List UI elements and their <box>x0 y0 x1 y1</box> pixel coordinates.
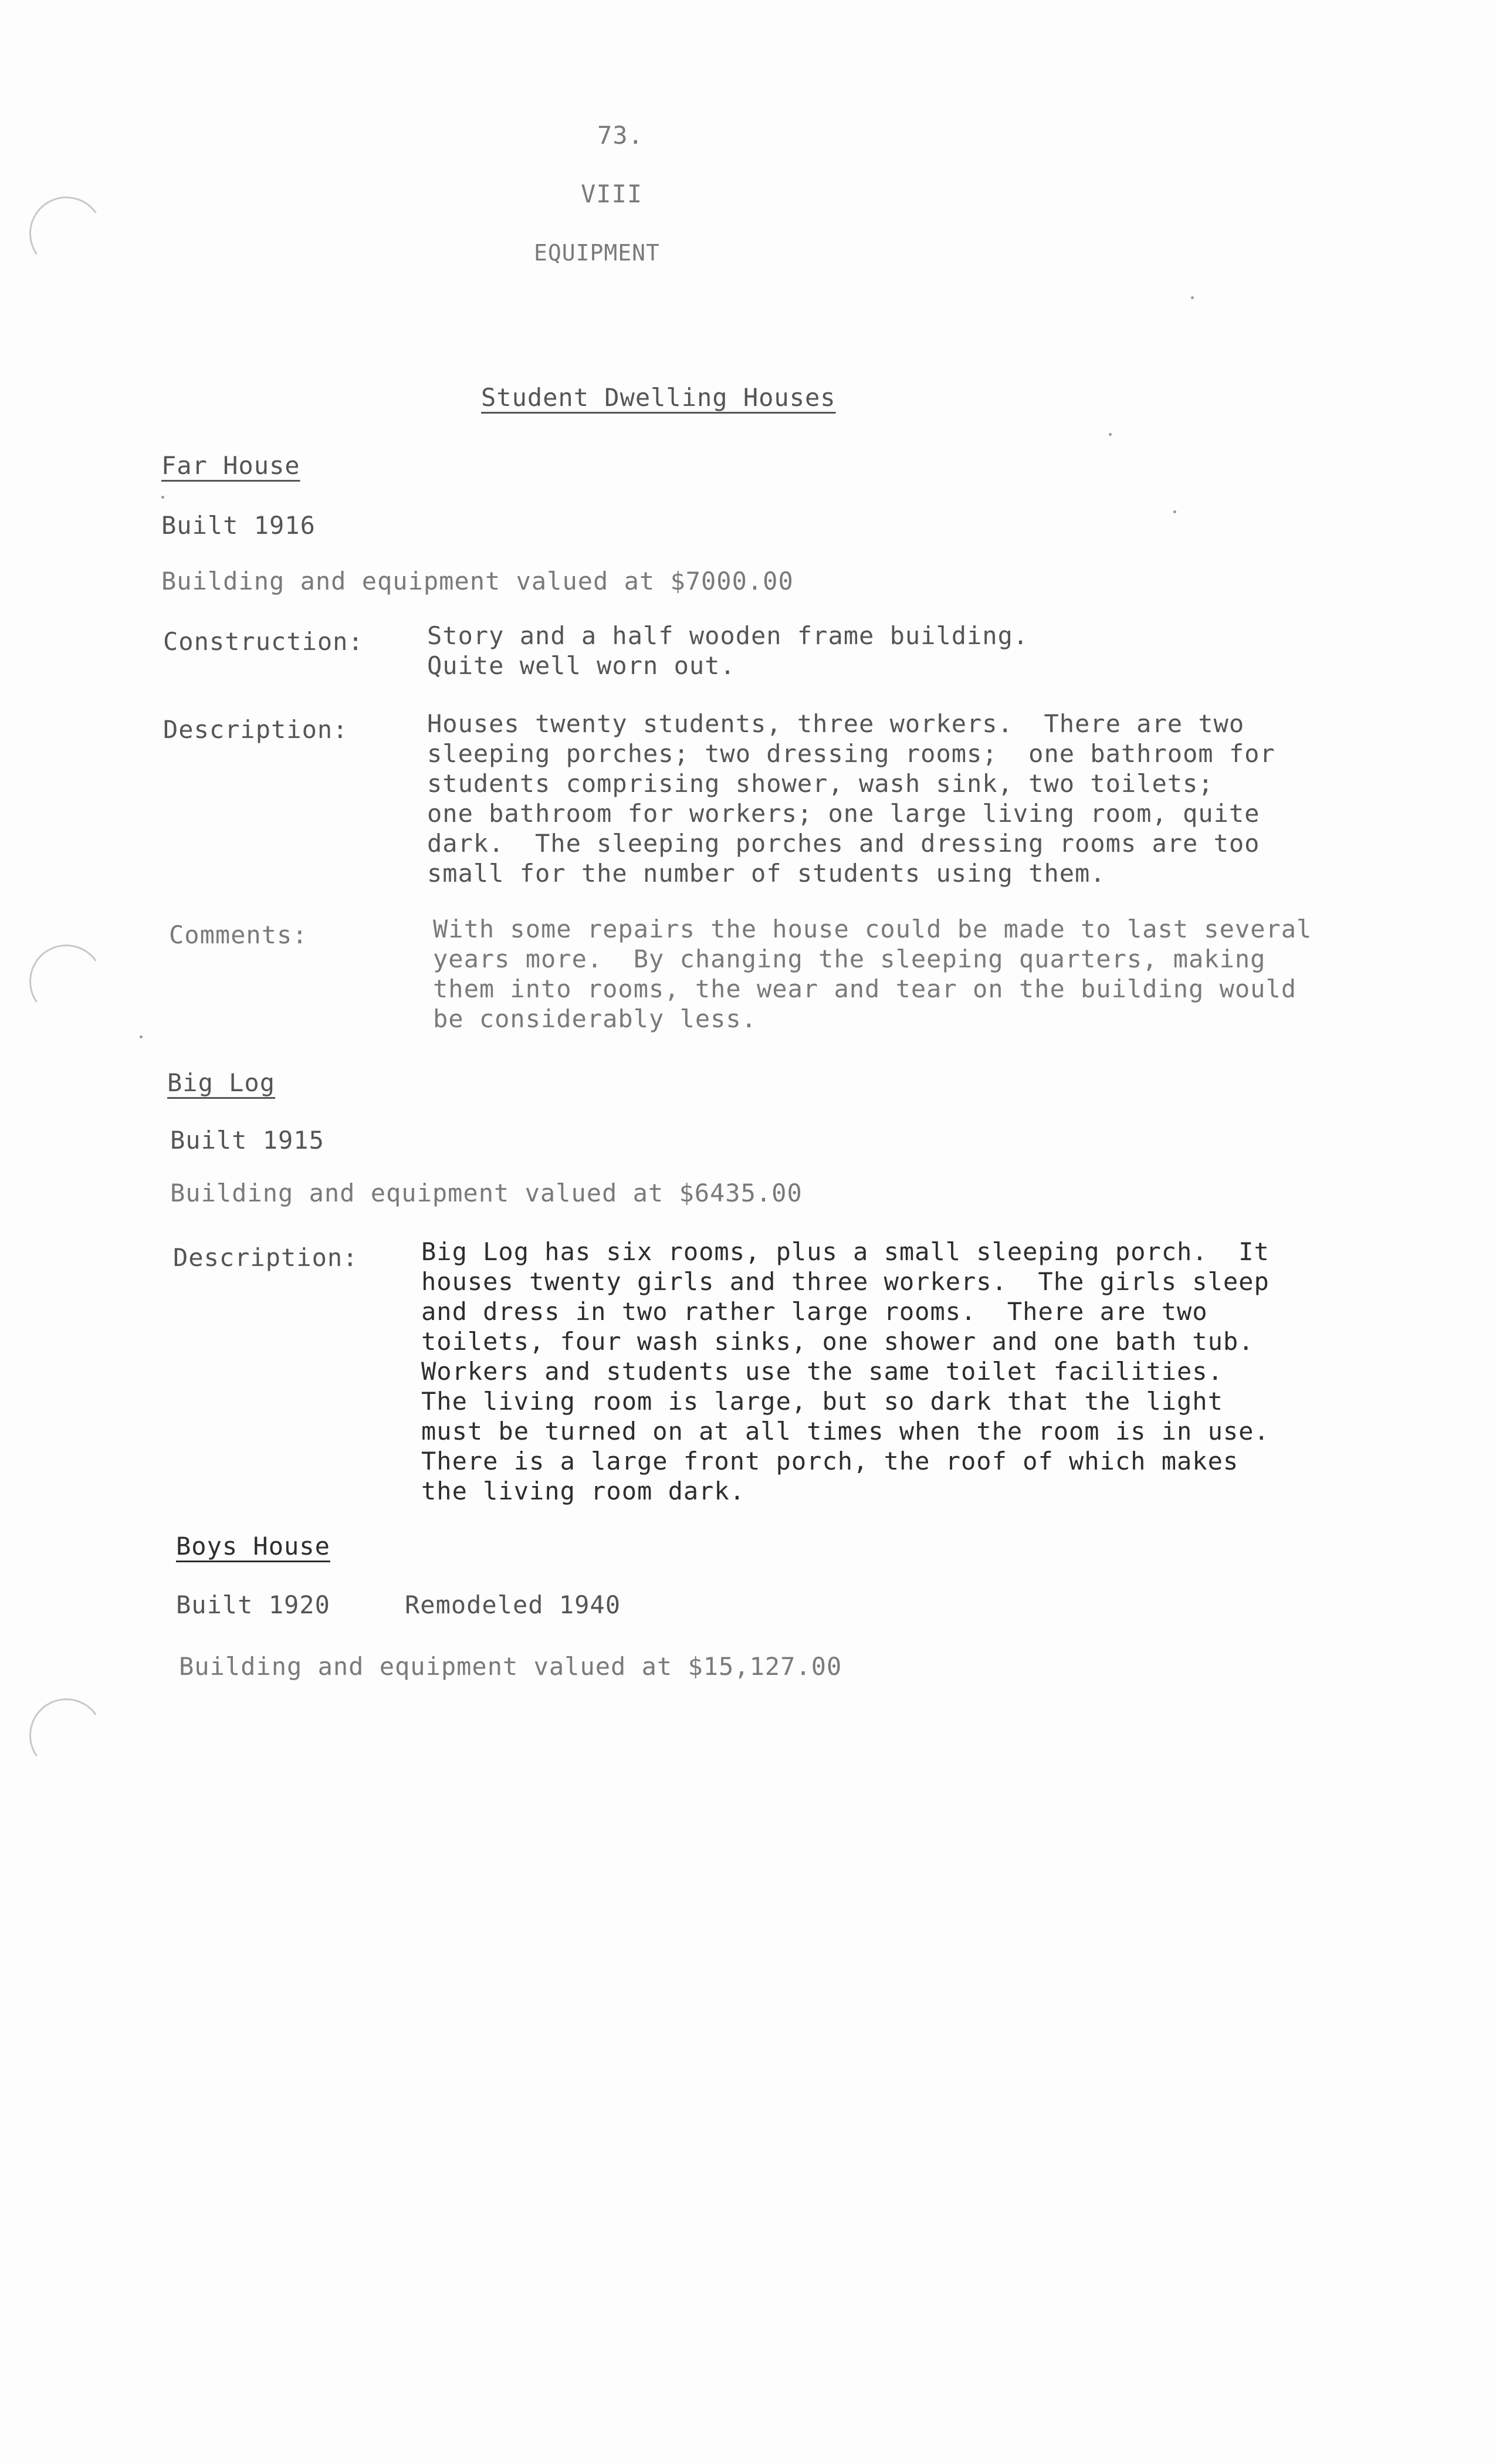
section-numeral: VIII <box>581 180 643 208</box>
paper-speck <box>1173 510 1176 513</box>
boys-house-remodeled: Remodeled 1940 <box>405 1590 621 1619</box>
description-line: sleeping porches; two dressing rooms; one bathroom for <box>427 739 1275 768</box>
description-line: students comprising shower, wash sink, two toilets; <box>427 769 1214 798</box>
description-line: one bathroom for workers; one large living room, quite <box>427 799 1260 828</box>
big-log-valuation: Building and equipment valued at $6435.00 <box>170 1179 803 1207</box>
big-log-built: Built 1915 <box>170 1126 324 1155</box>
page-heading: Student Dwelling Houses <box>481 383 836 412</box>
comments-line: them into rooms, the wear and tear on the building would <box>433 974 1297 1003</box>
description-line: the living room dark. <box>421 1477 746 1505</box>
far-house-construction-label: Construction: <box>163 627 364 656</box>
far-house-valuation: Building and equipment valued at $7000.00 <box>161 567 794 595</box>
paper-speck <box>1191 296 1194 299</box>
description-line: toilets, four wash sinks, one shower and one bath tub. <box>421 1327 1254 1356</box>
big-log-description-label: Description: <box>173 1243 358 1272</box>
construction-line: Story and a half wooden frame building. <box>427 621 1029 650</box>
paper-speck <box>161 496 164 499</box>
boys-house-built: Built 1920 <box>176 1590 330 1619</box>
page-number: 73. <box>597 121 644 150</box>
boys-house-valuation: Building and equipment valued at $15,127.00 <box>179 1652 842 1681</box>
far-house-title: Far House <box>161 451 300 480</box>
comments-line: be considerably less. <box>433 1004 757 1033</box>
binder-hole-mark <box>23 1693 109 1778</box>
binder-hole-mark <box>23 191 109 276</box>
description-line: Big Log has six rooms, plus a small sleeping porch. It <box>421 1237 1270 1266</box>
far-house-construction-text <box>427 621 1028 681</box>
description-line: Houses twenty students, three workers. There are two <box>427 709 1245 738</box>
description-line: The living room is large, but so dark that the light <box>421 1387 1223 1416</box>
far-house-comments-text <box>433 914 1312 1034</box>
description-line: Workers and students use the same toilet facilities. <box>421 1357 1223 1386</box>
boys-house-title: Boys House <box>176 1532 330 1561</box>
far-house-description-text <box>427 709 1275 888</box>
far-house-built: Built 1916 <box>161 511 316 540</box>
paper-speck <box>140 1035 143 1038</box>
description-line: dark. The sleeping porches and dressing rooms are too <box>427 829 1260 858</box>
big-log-description-text <box>421 1237 1270 1506</box>
comments-line: years more. By changing the sleeping quarters, making <box>433 945 1266 973</box>
construction-line: Quite well worn out. <box>427 651 736 680</box>
description-line: and dress in two rather large rooms. There are two <box>421 1297 1208 1326</box>
description-line: There is a large front porch, the roof of which makes <box>421 1447 1239 1475</box>
binder-hole-mark <box>23 939 109 1024</box>
far-house-description-label: Description: <box>163 715 348 744</box>
far-house-comments-label: Comments: <box>169 920 308 949</box>
description-line: houses twenty girls and three workers. The girls sleep <box>421 1267 1270 1296</box>
description-line: must be turned on at all times when the room is in use. <box>421 1417 1270 1446</box>
comments-line: With some repairs the house could be made to last several <box>433 915 1312 943</box>
section-title: EQUIPMENT <box>534 240 660 266</box>
description-line: small for the number of students using them. <box>427 859 1106 888</box>
big-log-title: Big Log <box>167 1068 276 1097</box>
paper-speck <box>1109 433 1112 436</box>
